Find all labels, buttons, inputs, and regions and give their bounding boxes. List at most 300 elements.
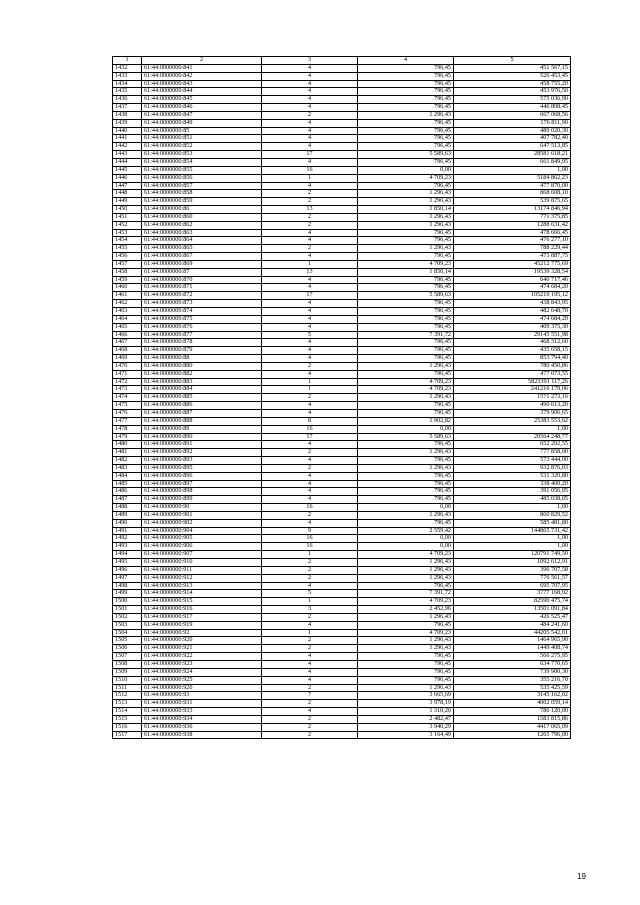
table-cell-col-4: 2 559,42 — [358, 527, 454, 535]
table-cell-col-4: 2 482,47 — [358, 715, 454, 723]
table-cell-col-5: 575 036,90 — [454, 96, 571, 104]
table-row — [113, 472, 571, 480]
table-cell-col-4: 1 296,43 — [358, 637, 454, 645]
table-cell-col-5: 4417 065,09 — [454, 723, 571, 731]
table-cell-col-1: 1493 — [113, 543, 142, 551]
table-cell-col-2: 61:44:0000000:925 — [142, 676, 262, 684]
table-cell-col-4: 1 296,43 — [358, 362, 454, 370]
table-cell-col-3: 4 — [262, 158, 358, 166]
table-cell-col-1: 1503 — [113, 621, 142, 629]
table-cell-col-3: 4 — [262, 72, 358, 80]
table-cell-col-3: 4 — [262, 708, 358, 716]
table-cell-col-4: 1 296,43 — [358, 111, 454, 119]
table-row — [113, 221, 571, 229]
table-cell-col-2: 61:44:0000000:875 — [142, 315, 262, 323]
table-cell-col-3: 1 — [262, 551, 358, 559]
table-cell-col-5: 105219 195,12 — [454, 292, 571, 300]
table-cell-col-5: 45212 775,69 — [454, 260, 571, 268]
table-cell-col-4: 1 296,43 — [358, 574, 454, 582]
table-cell-col-2: 61:44:0000000:872 — [142, 292, 262, 300]
table-cell-col-5: 739 900,30 — [454, 668, 571, 676]
table-cell-col-1: 1473 — [113, 386, 142, 394]
table-cell-col-3: 2 — [262, 613, 358, 621]
table-cell-col-1: 1500 — [113, 598, 142, 606]
table-cell-col-3: 4 — [262, 300, 358, 308]
table-cell-col-5: 435 658,15 — [454, 347, 571, 355]
table-cell-col-2: 61:44:0000000:920 — [142, 637, 262, 645]
table-cell-col-1: 1485 — [113, 480, 142, 488]
table-cell-col-3: 4 — [262, 488, 358, 496]
table-cell-col-4: 4 709,23 — [358, 260, 454, 268]
table-cell-col-3: 4 — [262, 347, 358, 355]
table-cell-col-4: 0,00 — [358, 543, 454, 551]
table-cell-col-3: 4 — [262, 457, 358, 465]
table-cell-col-5: 120791 749,50 — [454, 551, 571, 559]
table-row — [113, 119, 571, 127]
table-cell-col-2: 61:44:0000000:869 — [142, 260, 262, 268]
table-cell-col-5: 13501 091,84 — [454, 606, 571, 614]
table-cell-col-1: 1454 — [113, 237, 142, 245]
table-cell-col-2: 61:44:0000000:892 — [142, 449, 262, 457]
table-cell-col-3: 2 — [262, 394, 358, 402]
table-cell-col-4: 796,45 — [358, 457, 454, 465]
table-cell-col-2: 61:44:0000000:915 — [142, 598, 262, 606]
table-cell-col-3: 17 — [262, 151, 358, 159]
table-cell-col-4: 4 709,23 — [358, 378, 454, 386]
table-cell-col-4: 1 850,14 — [358, 268, 454, 276]
table-cell-col-4: 796,45 — [358, 276, 454, 284]
table-cell-col-5: 82590 475,74 — [454, 598, 571, 606]
table-cell-col-1: 1451 — [113, 213, 142, 221]
table-cell-col-5: 585 481,80 — [454, 519, 571, 527]
table-cell-col-3: 1 — [262, 378, 358, 386]
table-row — [113, 668, 571, 676]
table-cell-col-3: 4 — [262, 284, 358, 292]
table-cell-col-5: 776 561,57 — [454, 574, 571, 582]
page-number: 19 — [577, 872, 586, 881]
table-cell-col-2: 61:44:0000000:901 — [142, 511, 262, 519]
table-cell-col-4: 5 589,63 — [358, 292, 454, 300]
table-row — [113, 692, 571, 700]
table-cell-col-5: 477 870,00 — [454, 182, 571, 190]
table-cell-col-2: 61:44:0000000:841 — [142, 64, 262, 72]
table-cell-col-3: 4 — [262, 355, 358, 363]
table-row — [113, 198, 571, 206]
table-cell-col-2: 61:44:0000000:926 — [142, 684, 262, 692]
table-cell-col-2: 61:44:0000000:853 — [142, 151, 262, 159]
table-row — [113, 700, 571, 708]
table-cell-col-4: 0,00 — [358, 166, 454, 174]
table-cell-col-3: 17 — [262, 433, 358, 441]
table-cell-col-1: 1464 — [113, 315, 142, 323]
table-cell-col-5: 932 876,03 — [454, 464, 571, 472]
table-cell-col-5: 786 120,00 — [454, 708, 571, 716]
table-cell-col-3: 2 — [262, 700, 358, 708]
table-cell-col-3: 4 — [262, 308, 358, 316]
table-cell-col-4: 0,00 — [358, 504, 454, 512]
table-cell-col-4: 3 665,69 — [358, 692, 454, 700]
table-cell-col-4: 4 709,23 — [358, 551, 454, 559]
table-row — [113, 535, 571, 543]
table-cell-col-4: 796,45 — [358, 323, 454, 331]
table-row — [113, 433, 571, 441]
table-cell-col-5: 144865 731,42 — [454, 527, 571, 535]
table-cell-col-2: 61:44:0000000:883 — [142, 378, 262, 386]
table-row — [113, 331, 571, 339]
table-cell-col-1: 1512 — [113, 692, 142, 700]
table-cell-col-3: 4 — [262, 582, 358, 590]
table-cell-col-5: 526 453,45 — [454, 72, 571, 80]
table-cell-col-1: 1517 — [113, 731, 142, 739]
table-cell-col-4: 796,45 — [358, 127, 454, 135]
table-cell-col-4: 1 296,43 — [358, 449, 454, 457]
table-cell-col-1: 1445 — [113, 166, 142, 174]
table-row — [113, 253, 571, 261]
table-row — [113, 543, 571, 551]
table-row — [113, 104, 571, 112]
table-cell-col-5: 468 312,60 — [454, 339, 571, 347]
table-cell-col-3: 4 — [262, 409, 358, 417]
table-cell-col-1: 1514 — [113, 708, 142, 716]
table-cell-col-3: 16 — [262, 425, 358, 433]
table-cell-col-5: 490 613,20 — [454, 402, 571, 410]
table-cell-col-2: 61:44:0000000:86 — [142, 206, 262, 214]
table-cell-col-1: 1453 — [113, 229, 142, 237]
table-cell-col-1: 1510 — [113, 676, 142, 684]
table-cell-col-3: 4 — [262, 441, 358, 449]
table-cell-col-3: 4 — [262, 653, 358, 661]
table-row — [113, 64, 571, 72]
table-row — [113, 598, 571, 606]
table-cell-col-5: 453 976,50 — [454, 88, 571, 96]
table-cell-col-2: 61:44:0000000:863 — [142, 229, 262, 237]
table-cell-col-3: 2 — [262, 449, 358, 457]
table-cell-col-3: 4 — [262, 370, 358, 378]
table-cell-col-5: 1583 815,86 — [454, 715, 571, 723]
table-cell-col-3: 4 — [262, 88, 358, 96]
table-cell-col-4: 796,45 — [358, 182, 454, 190]
table-row — [113, 362, 571, 370]
table-cell-col-2: 61:44:0000000:921 — [142, 645, 262, 653]
table-row — [113, 308, 571, 316]
table-cell-col-4: 1 310,20 — [358, 708, 454, 716]
table-cell-col-3: 2 — [262, 464, 358, 472]
table-cell-col-5: 485 038,05 — [454, 496, 571, 504]
header-cell-4: 4 — [358, 57, 454, 65]
header-cell-2: 2 — [142, 57, 262, 65]
table-cell-col-1: 1444 — [113, 158, 142, 166]
table-cell-col-2: 61:44:0000000:856 — [142, 174, 262, 182]
table-cell-col-5: 652 292,55 — [454, 441, 571, 449]
table-row — [113, 684, 571, 692]
table-row — [113, 268, 571, 276]
table-row — [113, 637, 571, 645]
table-cell-col-1: 1508 — [113, 660, 142, 668]
table-cell-col-2: 61:44:0000000:858 — [142, 190, 262, 198]
table-cell-col-2: 61:44:0000000:938 — [142, 731, 262, 739]
table-row — [113, 300, 571, 308]
table-row — [113, 488, 571, 496]
table-cell-col-3: 4 — [262, 480, 358, 488]
table-cell-col-4: 796,45 — [358, 64, 454, 72]
table-cell-col-1: 1497 — [113, 574, 142, 582]
table-cell-col-3: 4 — [262, 119, 358, 127]
table-cell-col-3: 1 — [262, 386, 358, 394]
table-cell-col-3: 4 — [262, 229, 358, 237]
table-cell-col-2: 61:44:0000000:910 — [142, 559, 262, 567]
table-cell-col-4: 796,45 — [358, 496, 454, 504]
table-cell-col-1: 1450 — [113, 206, 142, 214]
table-cell-col-5: 573 444,00 — [454, 457, 571, 465]
table-body — [113, 64, 571, 739]
table-cell-col-2: 61:44:0000000:851 — [142, 135, 262, 143]
table-cell-col-3: 2 — [262, 111, 358, 119]
table-row — [113, 708, 571, 716]
table-cell-col-2: 61:44:0000000:885 — [142, 394, 262, 402]
table-cell-col-4: 796,45 — [358, 229, 454, 237]
table-cell-col-1: 1474 — [113, 394, 142, 402]
table-row — [113, 143, 571, 151]
header-row — [113, 57, 571, 65]
table-cell-col-5: 474 684,20 — [454, 315, 571, 323]
table-cell-col-3: 4 — [262, 402, 358, 410]
table-cell-col-5: 780 450,86 — [454, 362, 571, 370]
table-row — [113, 417, 571, 425]
table-cell-col-1: 1477 — [113, 417, 142, 425]
table-cell-col-4: 796,45 — [358, 158, 454, 166]
table-row — [113, 449, 571, 457]
table-cell-col-4: 796,45 — [358, 339, 454, 347]
table-cell-col-3: 4 — [262, 315, 358, 323]
table-cell-col-4: 1 902,82 — [358, 417, 454, 425]
table-cell-col-1: 1434 — [113, 80, 142, 88]
table-cell-col-1: 1441 — [113, 135, 142, 143]
table-row — [113, 551, 571, 559]
table-cell-col-5: 438 843,95 — [454, 300, 571, 308]
table-cell-col-4: 796,45 — [358, 621, 454, 629]
table-cell-col-4: 3 978,19 — [358, 700, 454, 708]
table-row — [113, 660, 571, 668]
table-cell-col-5: 539 875,65 — [454, 198, 571, 206]
table-cell-col-5: 860 829,52 — [454, 511, 571, 519]
table-cell-col-3: 1 — [262, 598, 358, 606]
table-cell-col-3: 4 — [262, 496, 358, 504]
table-cell-col-2: 61:44:0000000:90 — [142, 504, 262, 512]
table-cell-col-1: 1481 — [113, 449, 142, 457]
table-cell-col-5: 1092 612,91 — [454, 559, 571, 567]
table-cell-col-3: 2 — [262, 715, 358, 723]
table-cell-col-3: 3 — [262, 606, 358, 614]
table-cell-col-5: 1,00 — [454, 535, 571, 543]
table-cell-col-3: 4 — [262, 96, 358, 104]
table-cell-col-5: 28581 618,21 — [454, 151, 571, 159]
table-cell-col-1: 1502 — [113, 613, 142, 621]
table-cell-col-1: 1442 — [113, 143, 142, 151]
table-cell-col-5: 477 073,55 — [454, 370, 571, 378]
table-cell-col-1: 1491 — [113, 527, 142, 535]
table-cell-col-5: 535 425,59 — [454, 684, 571, 692]
table-cell-col-2: 61:44:0000000:898 — [142, 488, 262, 496]
table-cell-col-4: 1 296,43 — [358, 511, 454, 519]
table-cell-col-1: 1443 — [113, 151, 142, 159]
table-cell-col-3: 5 — [262, 331, 358, 339]
table-cell-col-2: 61:44:0000000:860 — [142, 213, 262, 221]
table-cell-col-5: 777 858,00 — [454, 449, 571, 457]
table-row — [113, 590, 571, 598]
table-cell-col-2: 61:44:0000000:924 — [142, 668, 262, 676]
table-cell-col-2: 61:44:0000000:906 — [142, 543, 262, 551]
table-cell-col-2: 61:44:0000000:917 — [142, 613, 262, 621]
table-cell-col-1: 1496 — [113, 566, 142, 574]
table-cell-col-2: 61:44:0000000:842 — [142, 72, 262, 80]
table-cell-col-1: 1456 — [113, 253, 142, 261]
table-row — [113, 166, 571, 174]
table-cell-col-5: 409 375,30 — [454, 323, 571, 331]
table-cell-col-2: 61:44:0000000:865 — [142, 245, 262, 253]
table-cell-col-5: 25383 553,62 — [454, 417, 571, 425]
table-cell-col-2: 61:44:0000000:879 — [142, 347, 262, 355]
table-cell-col-5: 853 794,40 — [454, 355, 571, 363]
table-cell-col-4: 3 940,29 — [358, 723, 454, 731]
table-cell-col-2: 61:44:0000000:922 — [142, 653, 262, 661]
table-cell-col-4: 796,45 — [358, 653, 454, 661]
table-cell-col-3: 2 — [262, 245, 358, 253]
table-cell-col-5: 20564 248,77 — [454, 433, 571, 441]
table-row — [113, 527, 571, 535]
table-row — [113, 355, 571, 363]
table-cell-col-5: 3145 162,02 — [454, 692, 571, 700]
table-cell-col-5: 1,00 — [454, 166, 571, 174]
table-cell-col-1: 1516 — [113, 723, 142, 731]
table-cell-col-1: 1479 — [113, 433, 142, 441]
table-cell-col-2: 61:44:0000000:878 — [142, 339, 262, 347]
table-cell-col-3: 4 — [262, 276, 358, 284]
header-cell-5: 5 — [454, 57, 571, 65]
table-row — [113, 409, 571, 417]
table-cell-col-1: 1471 — [113, 370, 142, 378]
table-cell-col-2: 61:44:0000000:849 — [142, 119, 262, 127]
table-cell-col-4: 1 296,43 — [358, 190, 454, 198]
table-cell-col-4: 796,45 — [358, 676, 454, 684]
table-cell-col-5: 1,00 — [454, 543, 571, 551]
table-cell-col-5: 426 525,47 — [454, 613, 571, 621]
table-cell-col-5: 5823391 117,26 — [454, 378, 571, 386]
table-row — [113, 676, 571, 684]
table-cell-col-3: 16 — [262, 535, 358, 543]
table-cell-col-2: 61:44:0000000:934 — [142, 715, 262, 723]
table-cell-col-5: 476 277,10 — [454, 237, 571, 245]
table-cell-col-3: 4 — [262, 237, 358, 245]
table-row — [113, 213, 571, 221]
table-cell-col-3: 16 — [262, 166, 358, 174]
table-cell-col-5: 1288 631,42 — [454, 221, 571, 229]
table-row — [113, 566, 571, 574]
table-row — [113, 386, 571, 394]
table-cell-col-3: 4 — [262, 660, 358, 668]
table-cell-col-2: 61:44:0000000:890 — [142, 433, 262, 441]
table-cell-col-4: 5 589,63 — [358, 433, 454, 441]
table-cell-col-4: 796,45 — [358, 519, 454, 527]
table-cell-col-3: 4 — [262, 135, 358, 143]
table-cell-col-4: 7 391,72 — [358, 331, 454, 339]
table-cell-col-4: 796,45 — [358, 402, 454, 410]
table-cell-col-4: 1 296,43 — [358, 684, 454, 692]
table-cell-col-2: 61:44:0000000:893 — [142, 457, 262, 465]
table-cell-col-4: 4 709,23 — [358, 598, 454, 606]
table-cell-col-2: 61:44:0000000:862 — [142, 221, 262, 229]
table-cell-col-1: 1467 — [113, 339, 142, 347]
table-cell-col-2: 61:44:0000000:936 — [142, 723, 262, 731]
table-cell-col-4: 796,45 — [358, 315, 454, 323]
table-cell-col-1: 1499 — [113, 590, 142, 598]
table-cell-col-3: 5 — [262, 590, 358, 598]
table-cell-col-3: 1 — [262, 629, 358, 637]
table-cell-col-3: 4 — [262, 339, 358, 347]
table-cell-col-2: 61:44:0000000:877 — [142, 331, 262, 339]
table-cell-col-4: 796,45 — [358, 135, 454, 143]
table-cell-col-5: 4002 059,14 — [454, 700, 571, 708]
table-cell-col-4: 1 296,43 — [358, 245, 454, 253]
table-cell-col-4: 1 296,43 — [358, 394, 454, 402]
table-cell-col-5: 446 808,45 — [454, 104, 571, 112]
table-cell-col-2: 61:44:0000000:864 — [142, 237, 262, 245]
table-cell-col-4: 796,45 — [358, 80, 454, 88]
table-row — [113, 731, 571, 739]
table-cell-col-1: 1452 — [113, 221, 142, 229]
table-cell-col-1: 1490 — [113, 519, 142, 527]
table-cell-col-5: 1,00 — [454, 425, 571, 433]
table-cell-col-2: 61:44:0000000:85 — [142, 127, 262, 135]
table-cell-col-1: 1515 — [113, 715, 142, 723]
table-cell-col-5: 566 275,95 — [454, 653, 571, 661]
table-row — [113, 425, 571, 433]
table-cell-col-4: 1 296,43 — [358, 213, 454, 221]
table-cell-col-3: 7 — [262, 692, 358, 700]
table-cell-col-4: 796,45 — [358, 143, 454, 151]
table-cell-col-2: 61:44:0000000:899 — [142, 496, 262, 504]
table-cell-col-5: 1449 408,74 — [454, 645, 571, 653]
table-cell-col-5: 661 849,95 — [454, 158, 571, 166]
table-cell-col-5: 379 906,65 — [454, 409, 571, 417]
table-cell-col-1: 1433 — [113, 72, 142, 80]
table-cell-col-3: 2 — [262, 637, 358, 645]
table-cell-col-1: 1507 — [113, 653, 142, 661]
table-cell-col-5: 634 770,65 — [454, 660, 571, 668]
table-cell-col-4: 796,45 — [358, 582, 454, 590]
table-cell-col-2: 61:44:0000000:886 — [142, 402, 262, 410]
table-cell-col-5: 489 020,30 — [454, 127, 571, 135]
table-cell-col-2: 61:44:0000000:871 — [142, 284, 262, 292]
table-cell-col-3: 4 — [262, 182, 358, 190]
table-cell-col-3: 2 — [262, 198, 358, 206]
table-cell-col-5: 355 216,70 — [454, 676, 571, 684]
table-cell-col-2: 61:44:0000000:854 — [142, 158, 262, 166]
table-cell-col-4: 796,45 — [358, 488, 454, 496]
table-cell-col-4: 1 296,43 — [358, 645, 454, 653]
table-cell-col-2: 61:44:0000000:855 — [142, 166, 262, 174]
table-cell-col-5: 44205 542,01 — [454, 629, 571, 637]
table-cell-col-2: 61:44:0000000:867 — [142, 253, 262, 261]
table-cell-col-4: 796,45 — [358, 284, 454, 292]
table-row — [113, 158, 571, 166]
table-cell-col-1: 1457 — [113, 260, 142, 268]
table-cell-col-4: 796,45 — [358, 237, 454, 245]
table-cell-col-3: 2 — [262, 559, 358, 567]
table-cell-col-5: 647 513,85 — [454, 143, 571, 151]
table-row — [113, 511, 571, 519]
table-cell-col-2: 61:44:0000000:845 — [142, 96, 262, 104]
table-cell-col-5: 474 684,20 — [454, 284, 571, 292]
